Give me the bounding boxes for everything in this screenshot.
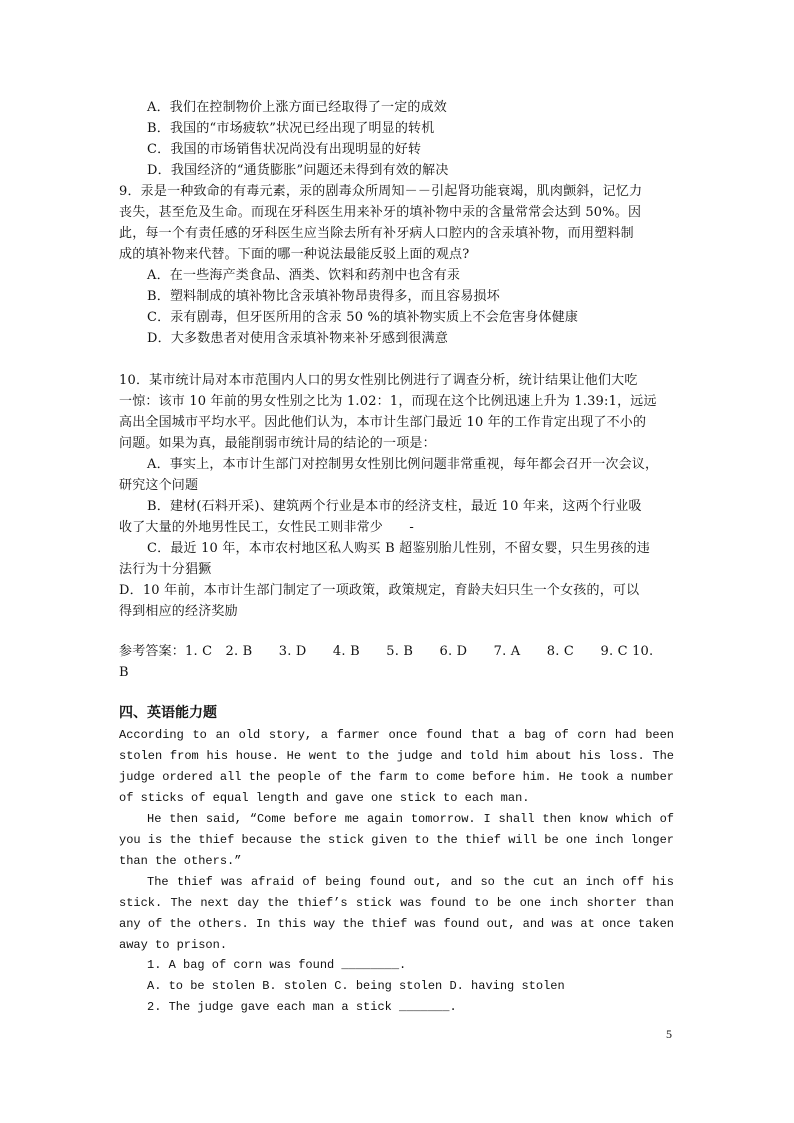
q8-option-c: C．我国的市场销售状况尚没有出现明显的好转 <box>147 142 422 157</box>
english-question-1: 1. A bag of corn was found ________. <box>147 958 407 972</box>
english-question-2: 2. The judge gave each man a stick _______. <box>147 1000 457 1014</box>
q10-option-a-line-1: A．事实上，本市计生部门对控制男女性别比例问题非常重视，每年都会召开一次会议， <box>147 457 659 472</box>
q9-option-d: D．大多数患者对使用含汞填补物来补牙感到很满意 <box>147 331 449 346</box>
q10-stem-line-2: 一惊：该市 10 年前的男女性别之比为 1.02：1，而现在这个比例迅速上升为 1.39:1，远远 <box>119 394 657 409</box>
passage-p1-line-4: of sticks of equal length and gave one stick to each man. <box>119 791 530 805</box>
answer-key-line-2: B <box>119 665 129 680</box>
q8-option-d: D．我国经济的“通货膨胀”问题还未得到有效的解决 <box>147 163 449 178</box>
q10-option-c-line-2: 法行为十分猖獗 <box>119 562 212 577</box>
q10-option-c-line-1: C．最近 10 年，本市农村地区私人购买 B 超鉴别胎儿性别，不留女婴，只生男孩的违 <box>147 541 650 556</box>
passage-p2-line-2: you is the thief because the stick given to the thief will be one inch longer <box>119 833 674 847</box>
q9-stem-line-1: 9．汞是一种致命的有毒元素，汞的剧毒众所周知－－引起肾功能衰竭，肌肉颤斜，记忆力 <box>119 184 643 199</box>
q10-stem-line-1: 10．某市统计局对本市范围内人口的男女性别比例进行了调查分析，统计结果让他们大吃 <box>119 373 638 388</box>
passage-p3-line-3: any of the others. In this way the thief was found out, and was at once taken <box>119 917 674 931</box>
q9-option-a: A．在一些海产类食品、酒类、饮料和药剂中也含有汞 <box>147 268 461 283</box>
q9-option-b: B．塑料制成的填补物比含汞填补物昂贵得多，而且容易损坏 <box>147 289 500 304</box>
answer-key-line-1: 参考答案：1. C 2. B 3. D 4. B 5. B 6. D 7. A 8. C 9. C 10. <box>119 644 654 659</box>
page-number: 5 <box>666 1027 672 1041</box>
english-question-1-options: A. to be stolen B. stolen C. being stolen D. having stolen <box>147 979 565 993</box>
q8-option-a: A．我们在控制物价上涨方面已经取得了一定的成效 <box>147 100 447 115</box>
section-heading-english: 四、英语能力题 <box>119 705 217 721</box>
q10-option-d-line-2: 得到相应的经济奖励 <box>119 604 238 619</box>
passage-p2-line-3: than the others.” <box>119 854 242 868</box>
passage-p1-line-1: According to an old story, a farmer once found that a bag of corn had been <box>119 728 674 742</box>
passage-p2-line-1: He then said, “Come before me again tomorrow. I shall then know which of <box>147 812 674 826</box>
passage-p1-line-3: judge ordered all the people of the farm to come before him. He took a number <box>119 770 674 784</box>
q9-stem-line-3: 此，每一个有责任感的牙科医生应当除去所有补牙病人口腔内的含汞填补物，而用塑料制 <box>119 226 634 241</box>
q10-option-b-line-1: B．建材(石料开采)、建筑两个行业是本市的经济支柱，最近 10 年来，这两个行业吸 <box>147 499 642 514</box>
q8-option-b: B．我国的“市场疲软”状况已经出现了明显的转机 <box>147 121 435 136</box>
q10-option-b-line-2: 收了大量的外地男性民工，女性民工则非常少 - <box>119 520 414 535</box>
q9-stem-line-2: 丧失，甚至危及生命。而现在牙科医生用来补牙的填补物中汞的含量常常会达到 50%。因 <box>119 205 642 220</box>
q10-stem-line-4: 问题。如果为真，最能削弱市统计局的结论的一项是： <box>119 436 436 451</box>
q9-stem-line-4: 成的填补物来代替。下面的哪一种说法最能反驳上面的观点? <box>119 247 470 262</box>
passage-p1-line-2: stolen from his house. He went to the judge and told him about his loss. The <box>119 749 674 763</box>
q10-option-a-line-2: 研究这个问题 <box>119 478 199 493</box>
passage-p3-line-2: stick. The next day the thief’s stick was found to be one inch shorter than <box>119 896 674 910</box>
passage-p3-line-1: The thief was afraid of being found out, and so the cut an inch off his <box>147 875 674 889</box>
passage-p3-line-4: away to prison. <box>119 938 228 952</box>
q10-option-d-line-1: D．10 年前，本市计生部门制定了一项政策，政策规定，育龄夫妇只生一个女孩的，可以 <box>119 583 640 598</box>
q9-option-c: C．汞有剧毒，但牙医所用的含汞 50 %的填补物实质上不会危害身体健康 <box>147 310 579 325</box>
q10-stem-line-3: 高出全国城市平均水平。因此他们认为，本市计生部门最近 10 年的工作肯定出现了不小的 <box>119 415 647 430</box>
